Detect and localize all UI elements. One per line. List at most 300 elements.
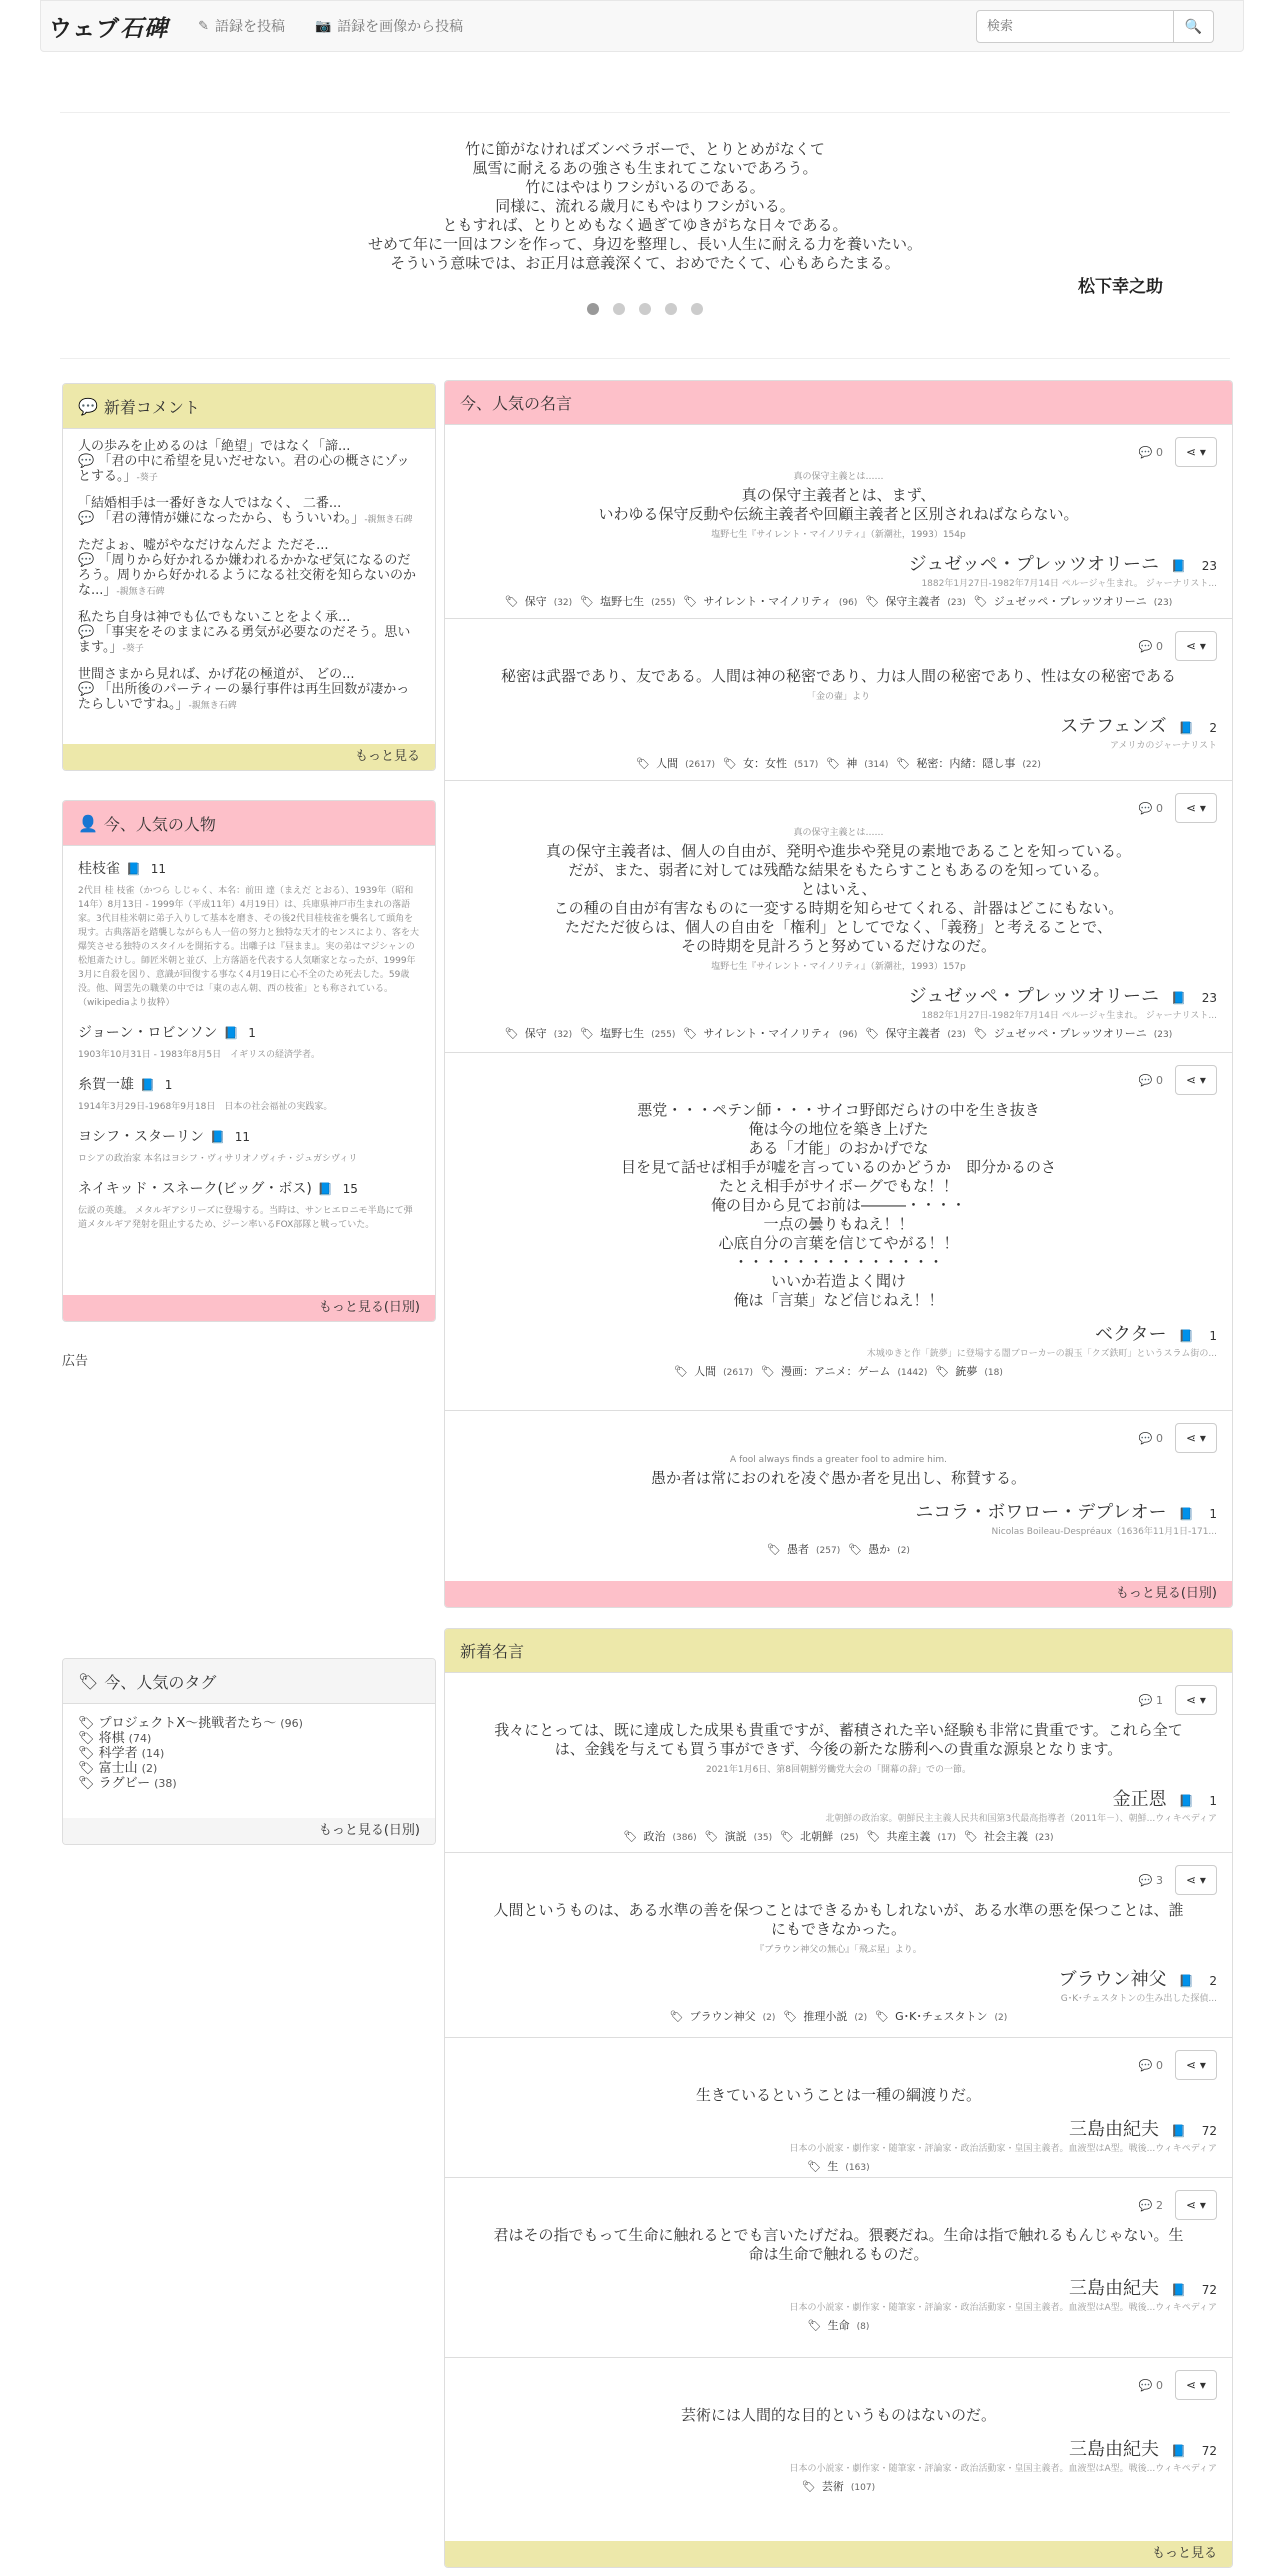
- author-name: 三島由紀夫: [1068, 2278, 1159, 2299]
- tag-count: (14): [141, 1747, 165, 1760]
- tag-count: (74): [128, 1732, 152, 1745]
- tag-link[interactable]: [723, 757, 818, 770]
- quote-text[interactable]: [460, 1101, 1217, 1310]
- carousel-dot[interactable]: [691, 303, 703, 315]
- tag-icon: 🏷: [964, 1830, 978, 1843]
- comment-count-value: 0: [1156, 2058, 1163, 2072]
- comment-count-value: 3: [1156, 1873, 1163, 1887]
- share-button[interactable]: [1175, 793, 1217, 823]
- tag-icon: 🏷: [704, 1830, 719, 1843]
- entry-actions: [1139, 1865, 1217, 1895]
- comment-count[interactable]: [1139, 1432, 1163, 1445]
- comment-by: -葵子: [122, 644, 144, 654]
- carousel-line: ともすれば、とりとめもなく過ぎてゆきがちな日々である。: [442, 216, 848, 234]
- tag-name: 塩野七生: [600, 1027, 645, 1040]
- share-icon: ⋖ ▾: [1186, 801, 1206, 815]
- popular-quotes-panel: [444, 380, 1233, 1608]
- tag-name: 保守主義者: [885, 1027, 941, 1040]
- comment-quote: 世間さまから見れば、かげ花の極道が、 どの...: [78, 667, 355, 682]
- panel-header: 💬 新着コメント: [63, 384, 435, 429]
- book-icon: 📘: [1170, 2283, 1190, 2297]
- share-button[interactable]: [1175, 437, 1217, 467]
- comment-icon: 💬: [78, 396, 98, 416]
- ad-label: 広告: [62, 1354, 89, 1369]
- tag-link[interactable]: [683, 1027, 857, 1040]
- quote-text[interactable]: [460, 2406, 1217, 2425]
- share-icon: ⋖ ▾: [1186, 445, 1206, 459]
- comment-icon: 💬: [1138, 1431, 1156, 1445]
- tag-icon: 🏷: [865, 1027, 880, 1040]
- author-desc: アメリカのジャーナリスト: [1109, 741, 1217, 751]
- tag-count: (314): [864, 760, 889, 770]
- tag-icon: 🏷: [78, 1731, 99, 1746]
- tag-count: (257): [816, 1546, 841, 1556]
- tag-count: (2617): [723, 1368, 754, 1378]
- person-item: [78, 858, 420, 1010]
- share-button[interactable]: [1175, 1065, 1217, 1095]
- entry-body: [445, 1053, 1232, 1310]
- comment-count-value: 2: [1156, 2198, 1163, 2212]
- tag-name: 演説: [724, 1830, 747, 1843]
- quote-entry: [445, 1853, 1232, 2038]
- comment-icon: 💬: [78, 553, 99, 568]
- tag-link[interactable]: [761, 1365, 927, 1378]
- panel-header: 🏷 今、人気のタグ: [63, 1659, 435, 1704]
- tag-count: (255): [651, 1030, 676, 1040]
- comment-body: [78, 454, 420, 486]
- comment-count[interactable]: [1139, 2059, 1163, 2072]
- comment-icon: 💬: [78, 625, 99, 640]
- person-desc: ロシアの政治家 本名はヨシフ・ヴィサリオノヴィチ・ジュガシヴィリ: [78, 1154, 358, 1164]
- tag-link[interactable]: [808, 2319, 870, 2332]
- more-tags-link[interactable]: もっと見る(日別): [63, 1818, 435, 1844]
- tag-link[interactable]: [865, 1027, 965, 1040]
- more-popular-link[interactable]: もっと見る(日別): [445, 1581, 1232, 1607]
- share-button[interactable]: [1175, 1423, 1217, 1453]
- quote-line: 愚か者は常におのれを凌ぐ愚か者を見出し、称賛する。: [650, 1469, 1026, 1487]
- tag-count: (2): [762, 2013, 776, 2023]
- tag-name: 女：女性: [743, 757, 788, 770]
- quote-line: たとえ相手がサイボーグでもな！！: [719, 1177, 958, 1195]
- book-icon: 📘: [1178, 1329, 1198, 1343]
- carousel-dot[interactable]: [639, 303, 651, 315]
- entry-tags: [445, 2008, 1232, 2024]
- tag-icon: 🏷: [580, 595, 595, 608]
- tags-icon: 🏷: [78, 1671, 99, 1691]
- new-comments-panel: [62, 383, 436, 771]
- comment-text: 「出所後のパーティーの暴行事件は再生回数が凄かったらしいですね。」: [78, 682, 410, 712]
- author-quote-count: 72: [1201, 2444, 1217, 2458]
- quote-author[interactable]: [445, 550, 1232, 576]
- tag-item[interactable]: [78, 1731, 420, 1746]
- author-desc: Nicolas Boileau-Despréaux（1636年11月1日-171...: [991, 1527, 1217, 1537]
- quote-author[interactable]: [445, 1785, 1232, 1811]
- entry-actions: [1139, 2050, 1217, 2080]
- person-desc: 1914年3月29日-1968年9月18日 日本の社会福祉の実践家。: [78, 1102, 333, 1112]
- quote-author[interactable]: [445, 2274, 1232, 2300]
- quote-line: 俺は「言葉」など信じねえ！！: [733, 1291, 944, 1309]
- comment-item[interactable]: [78, 667, 420, 714]
- quote-entry: [445, 1053, 1232, 1411]
- quote-line: 我々にとっては、既に達成した成果も貴重ですが、蓄積された辛い経験も非常に貴重です。これら全て: [494, 1721, 1183, 1739]
- carousel-line: 同様に、流れる歳月にもやはりフシがいる。: [495, 197, 795, 215]
- tag-icon: 🏷: [761, 1365, 776, 1378]
- quote-source: 『ブラウン神父の無心』「飛ぶ星」より。: [755, 1945, 922, 1955]
- quote-author[interactable]: [445, 1965, 1232, 1991]
- quote-text[interactable]: [460, 842, 1217, 956]
- author-quote-count: 72: [1201, 2283, 1217, 2297]
- entry-actions: [1139, 2190, 1217, 2220]
- person-desc: 1903年10月31日 - 1983年8月5日 イギリスの経済学者。: [78, 1050, 320, 1060]
- search-icon: 🔍: [1184, 18, 1203, 34]
- tag-icon: 🏷: [807, 2160, 822, 2173]
- quote-entry: [445, 2178, 1232, 2358]
- book-icon: 📘: [1170, 2444, 1190, 2458]
- quote-text[interactable]: [460, 667, 1217, 686]
- brand-logo[interactable]: ウェブ石碑: [49, 14, 169, 42]
- comment-count-value: 0: [1156, 801, 1163, 815]
- tag-count: (163): [845, 2163, 870, 2173]
- quote-line: 生きているということは一種の綱渡りだ。: [695, 2086, 981, 2104]
- comment-body: [78, 682, 420, 714]
- person-quote-count: 1: [164, 1078, 173, 1092]
- comment-item[interactable]: [78, 496, 420, 528]
- tag-count: (2): [897, 1546, 910, 1556]
- quote-author[interactable]: [445, 982, 1232, 1008]
- tag-icon: 🏷: [935, 1365, 950, 1378]
- tag-name: サイレント・マイノリティ: [703, 1027, 832, 1040]
- carousel-indicators: [60, 303, 1230, 315]
- tag-count: (32): [553, 598, 573, 608]
- post-quote-link[interactable]: ✎ 語録を投稿: [198, 18, 285, 35]
- comment-item[interactable]: [78, 538, 420, 600]
- entry-tags: [445, 2317, 1232, 2333]
- comment-icon: 💬: [1138, 1073, 1156, 1087]
- panel-header: 新着名言: [445, 1629, 1232, 1673]
- tag-link[interactable]: [974, 1027, 1172, 1040]
- tag-count: (38): [154, 1777, 177, 1790]
- tag-icon: 🏷: [896, 757, 911, 770]
- tag-link[interactable]: [783, 2010, 867, 2023]
- comment-body: [78, 511, 420, 528]
- entry-body: [445, 2358, 1232, 2425]
- author-quote-count: 23: [1201, 559, 1217, 573]
- quote-author[interactable]: [445, 2435, 1232, 2461]
- tag-link[interactable]: [865, 595, 965, 608]
- quote-line: 俺の目から見てお前は―――・・・・: [710, 1196, 966, 1214]
- carousel-line: 竹に節がなければズンベラボーで、とりとめがなくて: [465, 140, 825, 158]
- tag-link[interactable]: [964, 1830, 1053, 1843]
- comment-icon: 💬: [1138, 2198, 1156, 2212]
- comment-icon: 💬: [1138, 445, 1156, 459]
- person-quote-count: 15: [342, 1182, 358, 1196]
- tag-name: ブラウン神父: [689, 2010, 756, 2023]
- tag-icon: 🏷: [865, 595, 880, 608]
- comment-item[interactable]: [78, 610, 420, 657]
- tag-icon: 🏷: [973, 1027, 988, 1040]
- tag-link[interactable]: [867, 1830, 956, 1843]
- carousel-dot[interactable]: [665, 303, 677, 315]
- person-quote-count: 11: [234, 1130, 251, 1144]
- quote-line: ある「才能」のおかげでな: [748, 1139, 929, 1157]
- panel-header: 今、人気の名言: [445, 381, 1232, 425]
- book-icon: 📘: [1178, 1794, 1198, 1808]
- tag-count: (23): [1153, 1030, 1173, 1040]
- tag-count: (1442): [897, 1368, 928, 1378]
- quote-author[interactable]: [445, 1320, 1232, 1346]
- tag-link[interactable]: [505, 1027, 572, 1040]
- person-header: [78, 1022, 420, 1042]
- author-name: ブラウン神父: [1058, 1969, 1167, 1990]
- entry-actions: [1139, 2370, 1217, 2400]
- entry-actions: [1139, 631, 1217, 661]
- share-button[interactable]: [1175, 2050, 1217, 2080]
- tag-count: (517): [794, 760, 819, 770]
- tag-count: (96): [838, 1030, 858, 1040]
- quote-author[interactable]: [445, 2115, 1232, 2141]
- tag-link[interactable]: [826, 757, 888, 770]
- tag-count: (8): [856, 2322, 870, 2332]
- person-header: [78, 1178, 420, 1198]
- comment-item[interactable]: [78, 439, 420, 486]
- comment-count[interactable]: [1139, 446, 1163, 459]
- quote-text[interactable]: [460, 486, 1217, 524]
- comment-count[interactable]: [1139, 2379, 1163, 2392]
- tag-item[interactable]: [78, 1716, 420, 1731]
- tag-name: 共産主義: [886, 1830, 931, 1843]
- comment-text: 「事実をそのままにみる勇気が必要なのだそう。思います。」: [78, 625, 411, 655]
- carousel-quote: [60, 140, 1230, 273]
- tag-link[interactable]: [580, 595, 675, 608]
- tag-link[interactable]: [780, 1830, 858, 1843]
- quote-line: 秘密は武器であり、友である。人間は神の秘密であり、力は人間の秘密であり、性は女の秘密である: [500, 667, 1176, 685]
- comment-body: [78, 553, 420, 600]
- person-name[interactable]: ネイキッド・スネーク(ビッグ・ボス): [78, 1181, 312, 1197]
- quote-text[interactable]: [460, 2226, 1217, 2264]
- person-name[interactable]: ヨシフ・スターリン: [78, 1129, 204, 1145]
- tag-link[interactable]: [807, 2160, 869, 2173]
- comment-count[interactable]: [1139, 802, 1163, 815]
- comment-count[interactable]: [1139, 1074, 1163, 1087]
- author-desc: 北朝鮮の政治家。朝鮮民主主義人民共和国第3代最高指導者（2011年－）、朝鮮...ウィキペディア: [825, 1814, 1217, 1824]
- tag-count: (2): [141, 1762, 158, 1775]
- comment-count[interactable]: [1139, 640, 1163, 653]
- quote-entry: [445, 425, 1232, 619]
- entry-tags: [445, 1025, 1232, 1041]
- quote-preface: 真の保守主義とは……: [793, 472, 884, 482]
- quote-line: 悪党・・・ペテン師・・・サイコ野郎だらけの中を生き抜き: [637, 1101, 1040, 1119]
- more-recent-link[interactable]: もっと見る: [445, 2541, 1232, 2567]
- tag-name: 保守主義者: [885, 595, 941, 608]
- tag-item[interactable]: [78, 1761, 420, 1776]
- tag-name: 芸術: [821, 2480, 844, 2493]
- tag-link[interactable]: [802, 2480, 875, 2493]
- book-icon: 📘: [1170, 559, 1190, 573]
- quote-source: 2021年1月6日、第8回朝鮮労働党大会の「開幕の辞」での一節。: [705, 1765, 972, 1775]
- entry-body: [445, 619, 1232, 702]
- quote-text[interactable]: [460, 2086, 1217, 2105]
- tag-name: 秘密：内緒：隠し事: [916, 757, 1016, 770]
- quote-text[interactable]: [460, 1901, 1217, 1939]
- book-icon: 📘: [223, 1026, 243, 1040]
- tag-item[interactable]: [78, 1776, 420, 1791]
- tag-link[interactable]: [674, 1365, 753, 1378]
- entry-actions: [1139, 1685, 1217, 1715]
- quote-carousel[interactable]: [60, 140, 1230, 340]
- comment-count-value: 0: [1156, 2378, 1163, 2392]
- book-icon: 📘: [1170, 991, 1190, 1005]
- carousel-line: せめて年に一回はフシを作って、身辺を整理し、長い人生に耐える力を養いたい。: [367, 235, 923, 253]
- comment-by: -葵子: [136, 473, 158, 483]
- tag-icon: 🏷: [780, 1830, 795, 1843]
- quote-line: 目を見て話せば相手が嘘を言っているのかどうか 即分かるのさ: [620, 1158, 1056, 1176]
- book-icon: 📘: [1178, 1507, 1198, 1521]
- comment-count-value: 0: [1156, 639, 1163, 653]
- person-item: [78, 1074, 420, 1114]
- author-desc: G･K･チェスタトンの生み出した探偵...: [1060, 1994, 1217, 2004]
- share-icon: ⋖ ▾: [1186, 639, 1206, 653]
- author-desc: 1882年1月27日-1982年7月14日 ペルージャ生まれ。 ジャーナリスト...: [921, 579, 1217, 589]
- quote-author[interactable]: [445, 712, 1232, 738]
- comment-icon: 💬: [78, 682, 99, 697]
- tag-link[interactable]: [974, 595, 1172, 608]
- tag-icon: 🏷: [78, 1716, 99, 1731]
- tag-icon: 🏷: [783, 2010, 798, 2023]
- share-button[interactable]: [1175, 1865, 1217, 1895]
- tag-name: ジュゼッペ・プレッツオリーニ: [993, 595, 1147, 608]
- tag-link[interactable]: [935, 1365, 1002, 1378]
- comment-quote: 私たち自身は神でも仏でもないことをよく承...: [78, 610, 351, 625]
- tag-link[interactable]: [636, 757, 715, 770]
- tag-name: 社会主義: [984, 1830, 1028, 1843]
- tag-icon: 🏷: [875, 2010, 890, 2023]
- share-icon: ⋖ ▾: [1186, 1431, 1206, 1445]
- tag-count: (25): [840, 1833, 859, 1843]
- tag-icon: 🏷: [78, 1776, 99, 1791]
- book-icon: 📘: [210, 1130, 229, 1144]
- share-button[interactable]: [1175, 2190, 1217, 2220]
- tag-count: (35): [753, 1833, 773, 1843]
- comment-quote: 「結婚相手は一番好きな人ではなく、 二番...: [78, 496, 342, 511]
- comment-icon: 💬: [78, 454, 99, 469]
- quote-text[interactable]: [460, 1721, 1217, 1759]
- book-icon: 📘: [126, 862, 145, 876]
- quote-line: この種の自由が有害なものに一変する時期を知らせてくれる、計器はどこにもない。: [553, 899, 1124, 917]
- author-name: ニコラ・ボワロー・デプレオー: [915, 1502, 1167, 1523]
- quote-preface: 真の保守主義とは……: [793, 828, 884, 838]
- tag-link[interactable]: [848, 1543, 910, 1556]
- author-quote-count: 23: [1201, 991, 1217, 1005]
- share-icon: ⋖ ▾: [1186, 2058, 1206, 2072]
- tag-link[interactable]: [683, 595, 857, 608]
- person-name[interactable]: ジョーン・ロビンソン: [78, 1025, 218, 1041]
- more-people-link[interactable]: もっと見る(日別): [63, 1295, 435, 1321]
- entry-actions: [1139, 793, 1217, 823]
- tag-icon: 🏷: [669, 2010, 684, 2023]
- comment-body: [78, 625, 420, 657]
- tag-item[interactable]: [78, 1746, 420, 1761]
- comment-icon: 💬: [1138, 1873, 1156, 1887]
- comment-count[interactable]: [1139, 1874, 1163, 1887]
- entry-body: [445, 2178, 1232, 2264]
- share-button[interactable]: [1175, 2370, 1217, 2400]
- tag-count: (96): [280, 1717, 303, 1730]
- tag-icon: 🏷: [504, 1027, 519, 1040]
- comment-quote: ただよぉ、嘘がやなだけなんだよ ただそ...: [78, 538, 329, 553]
- entry-tags: [445, 1828, 1232, 1844]
- tag-link[interactable]: [896, 757, 1040, 770]
- carousel-dot[interactable]: [587, 303, 599, 315]
- tag-name: 将棋: [98, 1731, 125, 1746]
- person-name[interactable]: 糸賀一雄: [78, 1077, 134, 1093]
- comment-icon: 💬: [78, 511, 99, 526]
- tag-count: (23): [947, 1030, 966, 1040]
- tag-link[interactable]: [505, 595, 572, 608]
- author-quote-count: 72: [1201, 2124, 1217, 2138]
- carousel-dot[interactable]: [613, 303, 625, 315]
- tag-name: 愚か: [868, 1543, 891, 1556]
- quote-line: その時期を見計ろうと努めているだけなのだ。: [680, 937, 996, 955]
- author-name: ジュゼッペ・プレッツオリーニ: [908, 554, 1159, 575]
- post-image-link[interactable]: 📷 語録を画像から投稿: [315, 18, 464, 35]
- tag-count: (23): [1153, 598, 1173, 608]
- quote-line: いいか若造よく聞け: [770, 1272, 906, 1290]
- tag-icon: 🏷: [78, 1746, 99, 1761]
- share-button[interactable]: [1175, 1685, 1217, 1715]
- entry-tags: [445, 2478, 1232, 2494]
- more-comments-link[interactable]: もっと見る: [63, 744, 435, 770]
- comment-count[interactable]: [1139, 1694, 1163, 1707]
- quote-author[interactable]: [445, 1498, 1232, 1524]
- tag-link[interactable]: [875, 2010, 1007, 2023]
- camera-icon: 📷: [315, 18, 332, 34]
- quote-text[interactable]: [460, 1469, 1217, 1488]
- tag-link[interactable]: [580, 1027, 675, 1040]
- entry-body: [445, 2038, 1232, 2105]
- share-icon: ⋖ ▾: [1186, 1693, 1206, 1707]
- quote-line: 命は生命で触れるものだ。: [748, 2245, 929, 2263]
- person-header: [78, 1074, 420, 1094]
- tag-name: プロジェクトX〜挑戦者たち〜: [98, 1716, 277, 1731]
- comment-count[interactable]: [1139, 2199, 1163, 2212]
- tag-name: 科学者: [98, 1746, 138, 1761]
- entry-body: [445, 781, 1232, 972]
- share-button[interactable]: [1175, 631, 1217, 661]
- tag-link[interactable]: [767, 1543, 840, 1556]
- entry-tags: [445, 2158, 1232, 2174]
- entry-actions: [1139, 437, 1217, 467]
- tag-name: 愚者: [787, 1543, 810, 1556]
- quote-entry: [445, 2038, 1232, 2178]
- author-name: 金正恩: [1112, 1789, 1167, 1810]
- quote-line: 人間というものは、ある水準の善を保つことはできるかもしれないが、ある水準の悪を保つことは、誰: [493, 1901, 1184, 1919]
- person-quote-count: 1: [248, 1026, 256, 1040]
- tag-icon: 🏷: [866, 1830, 881, 1843]
- tag-link[interactable]: [670, 2010, 776, 2023]
- tag-name: 漫画：アニメ：ゲーム: [781, 1365, 891, 1378]
- quote-line: 俺は今の地位を築き上げた: [748, 1120, 929, 1138]
- search-input[interactable]: [976, 10, 1174, 43]
- tag-count: (96): [838, 598, 858, 608]
- tag-icon: 🏷: [683, 595, 698, 608]
- search-button[interactable]: [1174, 10, 1214, 43]
- tag-link[interactable]: [705, 1830, 772, 1843]
- comment-text: 「周りから好かれるか嫌われるかかなぜ気になるのだろう。周りから好かれるようになる社交術を知らないのかな...」: [78, 553, 417, 598]
- tag-link[interactable]: [624, 1830, 697, 1843]
- person-name[interactable]: 桂枝雀: [78, 861, 120, 877]
- quote-line: 心底自分の言葉を信じてやがる！！: [718, 1234, 959, 1252]
- tag-count: (107): [850, 2483, 876, 2493]
